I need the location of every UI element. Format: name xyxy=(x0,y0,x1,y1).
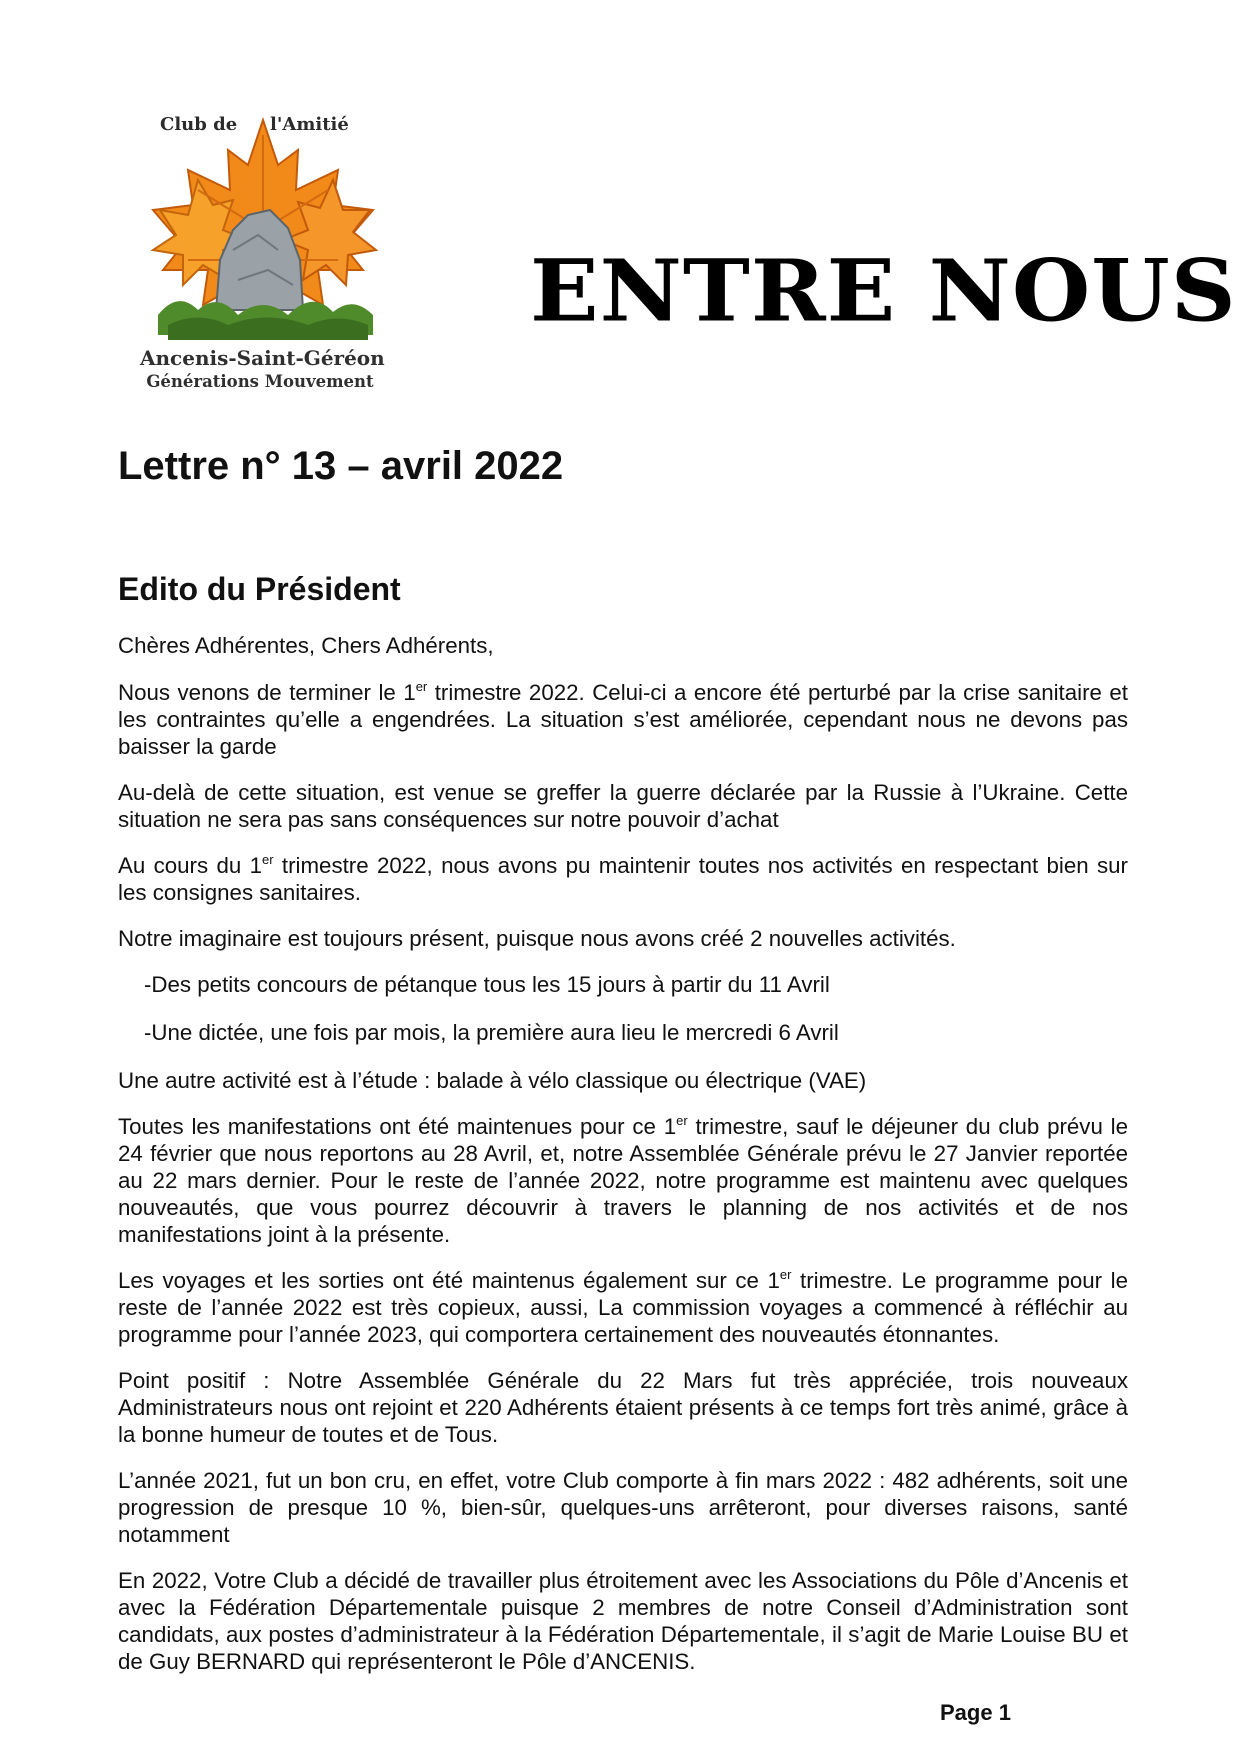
section-heading: Edito du Président xyxy=(118,571,401,607)
edito-body xyxy=(118,632,1128,1694)
logo-town-name: Ancenis-Saint-Géréon xyxy=(140,346,385,370)
paragraph-6: Toutes les manifestations ont été maintenues pour ce 1er trimestre, sauf le déjeuner du club prévu le 24 février que nous reportons au 28 Avril, et, notre Assemblée Générale prévu le 27 Janvier reportée au 22 mars dernier. Pour le reste de l’année 2022, notre programme est maintenu avec quelques nouveautés, que vous pourrez découvrir à travers le planning de nos activités et de nos manifestations joint à la présente. xyxy=(118,1113,1128,1247)
paragraph-4: Notre imaginaire est toujours présent, puisque nous avons créé 2 nouvelles activités. xyxy=(118,926,956,951)
list-item: -Une dictée, une fois par mois, la première aura lieu le mercredi 6 Avril xyxy=(144,1020,839,1045)
list-item: -Des petits concours de pétanque tous les 15 jours à partir du 11 Avril xyxy=(144,972,830,997)
paragraph-7: Les voyages et les sorties ont été maintenus également sur ce 1er trimestre. Le programme pour le reste de l’année 2022 est très copieux, aussi, La commission voyages a commencé à réfléchir au programme pour l’année 2023, qui comportera certainement des nouveautés étonnantes. xyxy=(118,1267,1128,1347)
logo-line1a: Club de xyxy=(160,114,238,135)
logo-line1b: l'Amitié xyxy=(270,114,349,135)
logo-federation-name: Générations Mouvement xyxy=(146,372,374,391)
paragraph-9: L’année 2021, fut un bon cru, en effet, votre Club comporte à fin mars 2022 : 482 adhérents, soit une progression de presque 10 %, bien-sûr, quelques-uns arrêteront, pour diverses raisons, santé notamment xyxy=(118,1468,1128,1547)
salutation: Chères Adhérentes, Chers Adhérents, xyxy=(118,633,494,658)
paragraph-5: Une autre activité est à l’étude : balade à vélo classique ou électrique (VAE) xyxy=(118,1068,867,1093)
masthead-title: ENTRE NOUS xyxy=(530,240,1237,342)
paragraph-10: En 2022, Votre Club a décidé de travailler plus étroitement avec les Associations du Pôle d’Ancenis et avec la Fédération Départementale puisque 2 membres de notre Conseil d’Administration sont candidats, aux postes d’administrateur à la Fédération Départementale, il s’agit de Marie Louise BU et de Guy BERNARD qui représenteront le Pôle d’ANCENIS. xyxy=(118,1568,1128,1674)
paragraph-3: Au cours du 1er trimestre 2022, nous avons pu maintenir toutes nos activités en respectant bien sur les consignes sanitaires. xyxy=(118,852,1128,905)
paragraph-1: Nous venons de terminer le 1er trimestre 2022. Celui-ci a encore été perturbé par la crise sanitaire et les contraintes qu’elle a engendrées. La situation s’est améliorée, cependant nous ne devons pas baisser la garde xyxy=(118,679,1128,759)
paragraph-2: Au-delà de cette situation, est venue se greffer la guerre déclarée par la Russie à l’Ukraine. Cette situation ne sera pas sans conséquences sur notre pouvoir d’achat xyxy=(118,780,1128,832)
paragraph-8: Point positif : Notre Assemblée Générale du 22 Mars fut très appréciée, trois nouveaux Administrateurs nous ont rejoint et 220 Adhérents étaient présents à ce temps fort très animé, grâce à la bonne humeur de toutes et de Tous. xyxy=(118,1368,1128,1447)
issue-title: Lettre n° 13 – avril 2022 xyxy=(118,444,564,488)
logo-club-text xyxy=(160,114,349,135)
club-logo xyxy=(138,110,388,400)
page-number: Page 1 xyxy=(940,1700,1011,1725)
maple-leaf-emblem xyxy=(138,110,388,350)
